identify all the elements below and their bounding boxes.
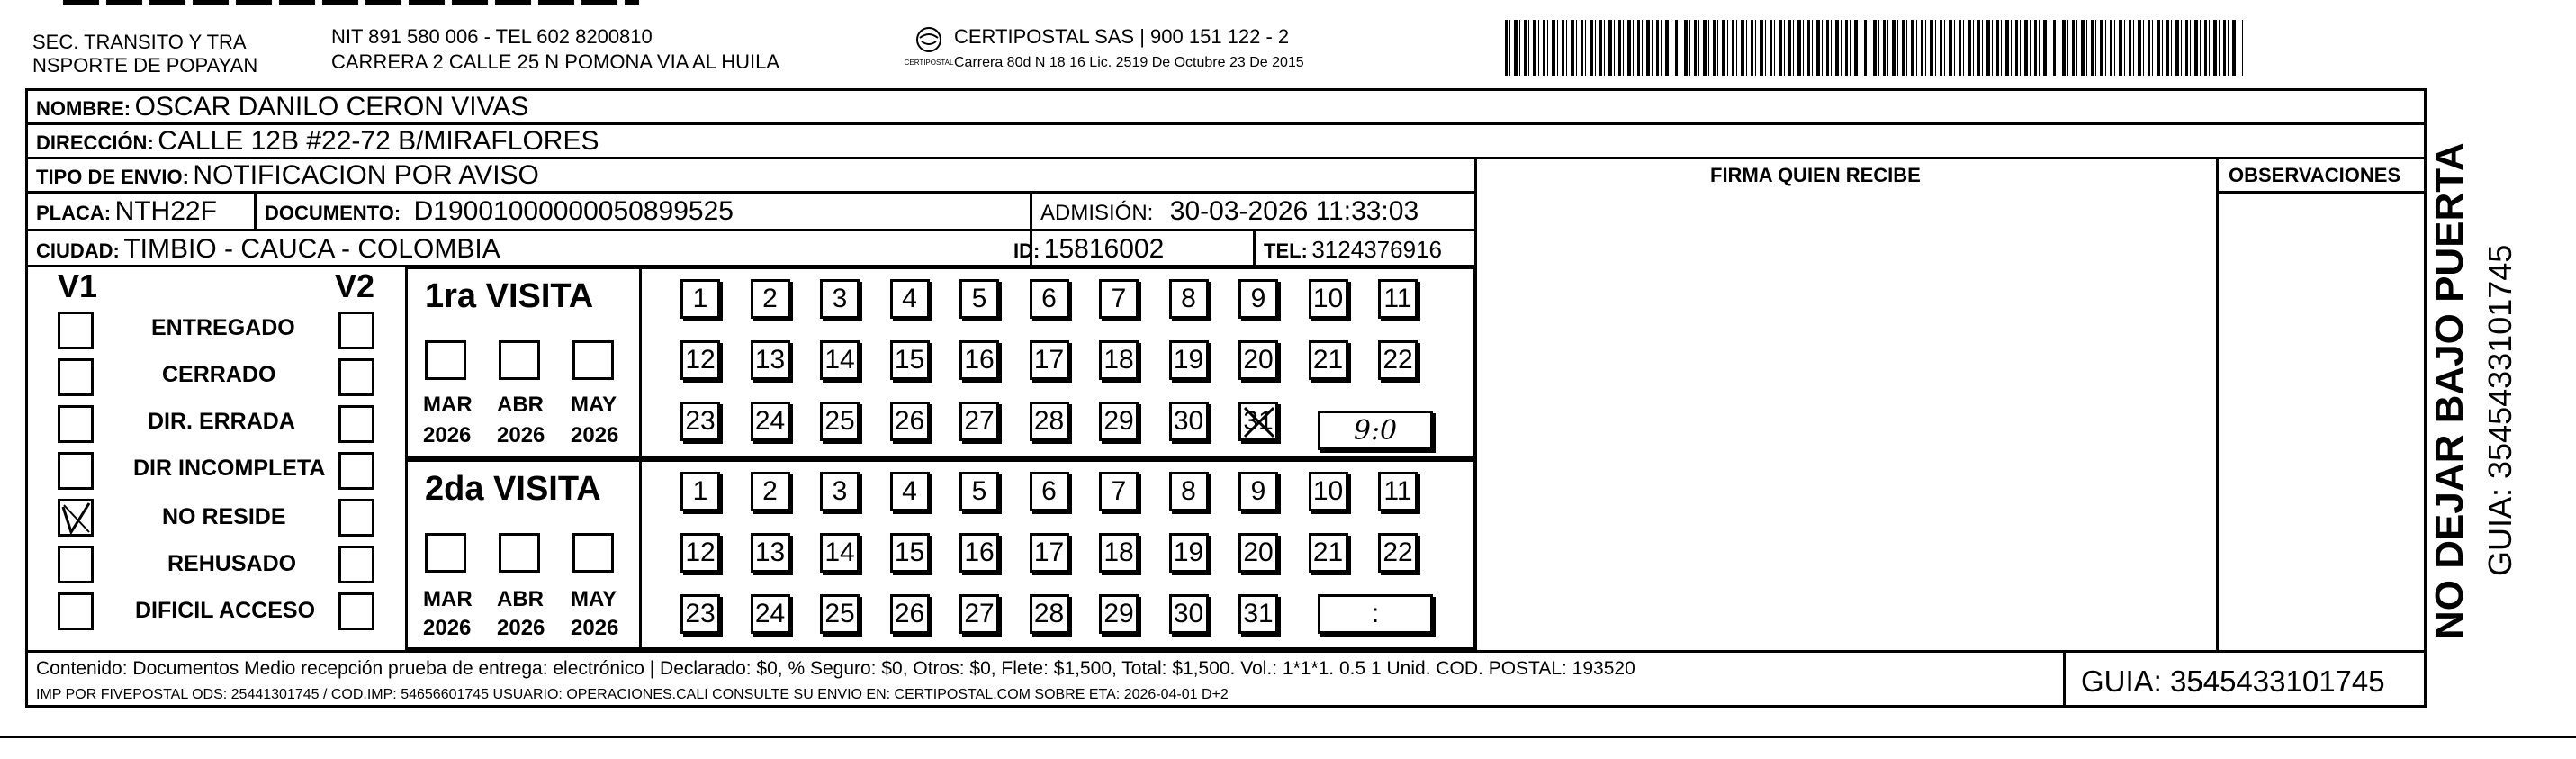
day-box[interactable] [1099,472,1139,511]
scan-edge-artifact [63,0,639,5]
day-box[interactable] [1030,594,1069,634]
admision-value: 30-03-2026 11:33:03 [1169,196,1419,226]
day-box[interactable] [959,340,999,380]
day-number: 12 [685,538,716,567]
day-box[interactable] [890,472,930,511]
day-number: 22 [1383,345,1413,375]
day-number: 16 [964,538,995,567]
row-divider [25,122,2427,125]
day-box[interactable] [751,472,790,511]
day-number: 6 [1041,284,1057,313]
day-number: 27 [964,406,995,436]
day-number: 18 [1103,345,1134,375]
address-line: CARRERA 2 CALLE 25 N POMONA VIA AL HUILA [331,50,780,73]
day-box[interactable] [751,279,790,319]
day-number: 1 [692,284,708,313]
month-label: MAY [571,587,617,611]
v2-checkbox-entregado[interactable] [338,312,374,349]
day-box[interactable] [1238,533,1278,573]
sender-line-1: SEC. TRANSITO Y TRA [32,31,247,53]
v2-checkbox-dir-incompleta[interactable] [338,452,374,490]
day-box[interactable] [1238,594,1278,634]
second-visit-time: : [1371,599,1380,628]
nit-line: NIT 891 580 006 - TEL 602 8200810 [331,25,653,48]
day-number: 21 [1312,345,1344,375]
year-label: 2026 [571,616,619,640]
day-number: 3 [832,476,848,506]
side-warning: NO DEJAR BAJO PUERTA [2427,142,2472,639]
day-box[interactable] [1309,472,1348,511]
status-option: REHUSADO [167,551,297,576]
company-sub: Carrera 80d N 18 16 Lic. 2519 De Octubre 23 De 2015 [954,55,1304,70]
day-box[interactable] [1030,340,1069,380]
day-number: 27 [964,599,995,628]
day-box[interactable] [1378,340,1418,380]
contenido-line: Contenido: Documentos Medio recepción prueba de entrega: electrónico | Declarado: $0, % Seguro: $0, Otros: $0, Flete: $1,500, Total: $1,500. Vol.: 1*1*1. 0.5 1 Unid. COD. POSTAL: 193520 [36,658,1635,679]
handwritten-check-mark-icon [60,501,93,536]
month-label: MAY [571,393,617,417]
day-number: 10 [1312,284,1344,313]
logo-text: CERTIPOSTAL [904,59,954,67]
day-number: 11 [1383,476,1412,506]
tel-label: TEL: [1264,239,1308,262]
day-number: 11 [1383,284,1412,313]
day-box[interactable] [1238,340,1278,380]
day-box[interactable] [1238,279,1278,319]
placa-value: NTH22F [114,196,217,226]
id-value: 15816002 [1043,234,1165,264]
day-number: 16 [964,345,995,375]
day-number: 14 [824,538,855,567]
day-box[interactable] [890,594,930,634]
visit-title-divider [639,267,642,650]
day-box[interactable] [1238,402,1278,441]
year-label: 2026 [571,423,619,447]
certipostal-logo [900,23,958,72]
v2-checkbox-no-reside[interactable] [338,499,374,537]
day-number: 4 [902,476,917,506]
day-number: 23 [685,599,716,628]
documento-value: D19001000000050899525 [413,196,734,226]
first-visit-time: 9:0 [1353,414,1398,447]
day-number: 31 [1243,599,1274,628]
day-number: 13 [754,345,786,375]
footer-divider [25,650,2427,653]
logo-mark-icon [900,23,958,72]
tel-divider [1253,229,1256,265]
id-row [1013,236,1164,263]
month-box-mar-1[interactable] [425,340,466,380]
day-number: 30 [1173,406,1204,436]
day-number: 25 [824,599,855,628]
day-box[interactable] [959,402,999,441]
handwritten-cross-mark-icon [1241,404,1277,440]
guia-footer-border [2063,650,2066,708]
day-box[interactable] [959,279,999,319]
day-number: 30 [1173,599,1204,628]
ciudad-value: TIMBIO - CAUCA - COLOMBIA [123,234,500,264]
day-number: 17 [1033,345,1065,375]
day-box[interactable] [680,340,720,380]
day-box[interactable] [1238,472,1278,511]
day-number: 7 [1111,476,1127,506]
id-label: ID: [1013,239,1040,262]
direccion-value: CALLE 12B #22-72 B/MIRAFLORES [158,126,599,156]
day-box[interactable] [890,533,930,573]
v2-label: V2 [335,267,375,304]
day-box[interactable] [959,594,999,634]
first-visit-title: 1ra VISITA [425,277,594,315]
month-box-mar-2[interactable] [425,533,466,573]
day-box[interactable] [890,340,930,380]
day-box[interactable] [680,472,720,511]
tipo-value: NOTIFICACION POR AVISO [193,160,539,190]
day-box[interactable] [1099,402,1139,441]
day-number: 3 [832,284,848,313]
month-label: MAR [423,393,473,417]
tipo-label: TIPO DE ENVIO: [36,166,189,188]
v1-checkbox-dificil-acceso[interactable] [58,592,94,630]
status-option: NO RESIDE [162,504,286,529]
day-number: 4 [902,284,917,313]
day-box[interactable] [1169,594,1209,634]
status-option: DIR. ERRADA [148,409,295,434]
day-box[interactable] [890,402,930,441]
day-box[interactable] [1169,340,1209,380]
tel-row [1264,238,1442,261]
day-box[interactable] [820,340,860,380]
day-number: 15 [894,538,925,567]
year-label: 2026 [497,616,545,640]
direccion-label: DIRECCIÓN: [36,131,154,154]
day-box[interactable] [1309,533,1348,573]
day-box[interactable] [1378,533,1418,573]
day-number: 2 [762,284,778,313]
day-number: 23 [685,406,716,436]
day-box[interactable] [820,533,860,573]
day-number: 26 [894,599,925,628]
day-box[interactable] [680,533,720,573]
scan-bottom-line [0,736,2576,738]
day-number: 2 [762,476,778,506]
v2-checkbox-dir-errada[interactable] [338,405,374,443]
day-number: 1 [692,476,708,506]
nombre-row [36,94,528,121]
day-box[interactable] [1030,279,1069,319]
day-number: 19 [1173,345,1204,375]
day-number: 8 [1181,476,1196,506]
day-box[interactable] [959,472,999,511]
day-number: 24 [754,599,786,628]
day-box[interactable] [1378,472,1418,511]
day-box[interactable] [751,594,790,634]
side-warning-wrap [2427,72,2529,639]
day-number: 5 [971,284,987,313]
admision-row [1040,198,1419,225]
day-number: 24 [754,406,786,436]
day-number: 20 [1243,538,1274,567]
day-box[interactable] [751,533,790,573]
day-box[interactable] [1309,340,1348,380]
footer-guia: GUIA: 3545433101745 [2081,664,2385,698]
nombre-label: NOMBRE: [36,97,131,120]
month-box-abr-2[interactable] [499,533,540,573]
v1-checkbox-dir-errada[interactable] [58,405,94,443]
day-box[interactable] [1169,472,1209,511]
year-label: 2026 [497,423,545,447]
day-box[interactable] [820,472,860,511]
day-number: 6 [1041,476,1057,506]
day-number: 15 [894,345,925,375]
v1-checkbox-rehusado[interactable] [58,546,94,583]
observaciones-header: OBSERVACIONES [2229,164,2401,186]
day-number: 21 [1312,538,1344,567]
placa-row [36,198,217,225]
day-number: 14 [824,345,855,375]
status-option: DIFICIL ACCESO [135,598,316,623]
day-box[interactable] [1099,279,1139,319]
v1-checkbox-no-reside[interactable] [58,499,94,537]
day-number: 20 [1243,345,1274,375]
day-number: 28 [1033,599,1065,628]
day-number: 8 [1181,284,1196,313]
imp-line: IMP POR FIVEPOSTAL ODS: 25441301745 / COD.IMP: 54656601745 USUARIO: OPERACIONES.CALI CONSULTE SU ENVIO EN: CERTIPOSTAL.COM SOBRE ETA: 2026-04-01 D+2 [36,687,1229,702]
day-number: 31 [1243,406,1274,436]
tipo-row [36,162,539,189]
day-box[interactable] [820,279,860,319]
firma-header: FIRMA QUIEN RECIBE [1710,164,1921,186]
v2-checkbox-dificil-acceso[interactable] [338,592,374,630]
placa-divider [254,191,257,229]
documento-label: DOCUMENTO: [265,202,401,224]
day-number: 17 [1033,538,1065,567]
side-guia: GUIA: 3545433101745 [2481,244,2518,576]
year-label: 2026 [423,423,472,447]
second-visit-title: 2da VISITA [425,470,601,508]
day-number: 9 [1250,284,1266,313]
day-number: 28 [1033,406,1065,436]
day-box[interactable] [1169,402,1209,441]
status-option: CERRADO [162,362,276,387]
v1-checkbox-dir-incompleta[interactable] [58,452,94,490]
day-box[interactable] [890,279,930,319]
row-divider [25,229,1476,231]
day-number: 12 [685,345,716,375]
day-box[interactable] [820,402,860,441]
direccion-row [36,128,599,155]
day-box[interactable] [1030,533,1069,573]
day-box[interactable] [959,533,999,573]
day-number: 19 [1173,538,1204,567]
day-number: 5 [971,476,987,506]
ciudad-row [36,236,500,263]
nombre-value: OSCAR DANILO CERON VIVAS [134,92,529,122]
day-box[interactable] [1378,279,1418,319]
placa-label: PLACA: [36,202,112,224]
month-label: ABR [497,587,544,611]
day-number: 7 [1111,284,1127,313]
day-box[interactable] [1099,533,1139,573]
year-label: 2026 [423,616,472,640]
day-number: 29 [1103,406,1134,436]
day-box[interactable] [1030,402,1069,441]
month-box-may-1[interactable] [572,340,614,380]
v1-checkbox-cerrado[interactable] [58,358,94,396]
sender-line-2: NSPORTE DE POPAYAN [32,54,258,77]
day-number: 29 [1103,599,1134,628]
v1-label: V1 [58,267,98,304]
month-box-abr-1[interactable] [499,340,540,380]
status-option: ENTREGADO [151,315,295,340]
tel-value: 3124376916 [1311,236,1442,263]
day-box[interactable] [1169,533,1209,573]
ciudad-label: CIUDAD: [36,239,120,262]
day-number: 13 [754,538,786,567]
day-number: 25 [824,406,855,436]
company-line: CERTIPOSTAL SAS | 900 151 122 - 2 [954,25,1290,48]
day-number: 22 [1383,538,1413,567]
day-box[interactable] [1309,279,1348,319]
day-box[interactable] [1099,594,1139,634]
row-divider [25,157,2427,159]
day-box[interactable] [680,279,720,319]
admision-label: ADMISIÓN: [1040,201,1154,225]
day-number: 10 [1312,476,1344,506]
day-box[interactable] [751,402,790,441]
v1-checkbox-entregado[interactable] [58,312,94,349]
day-box[interactable] [680,402,720,441]
day-box[interactable] [820,594,860,634]
status-option: DIR INCOMPLETA [133,456,326,481]
month-label: ABR [497,393,544,417]
first-visit-time-box[interactable] [1318,411,1433,450]
v2-checkbox-cerrado[interactable] [338,358,374,396]
v2-checkbox-rehusado[interactable] [338,546,374,583]
day-box[interactable] [1030,472,1069,511]
day-box[interactable] [680,594,720,634]
month-label: MAR [423,587,473,611]
day-box[interactable] [1099,340,1139,380]
day-number: 9 [1250,476,1266,506]
obs-left-border [2216,157,2219,652]
day-number: 18 [1103,538,1134,567]
row-divider [25,191,1476,194]
tracking-barcode [1505,20,2243,76]
documento-row [265,198,734,225]
day-box[interactable] [1169,279,1209,319]
day-number: 26 [894,406,925,436]
second-visit-time-box[interactable] [1318,594,1433,634]
day-box[interactable] [751,340,790,380]
row-divider [2218,191,2427,194]
month-box-may-2[interactable] [572,533,614,573]
